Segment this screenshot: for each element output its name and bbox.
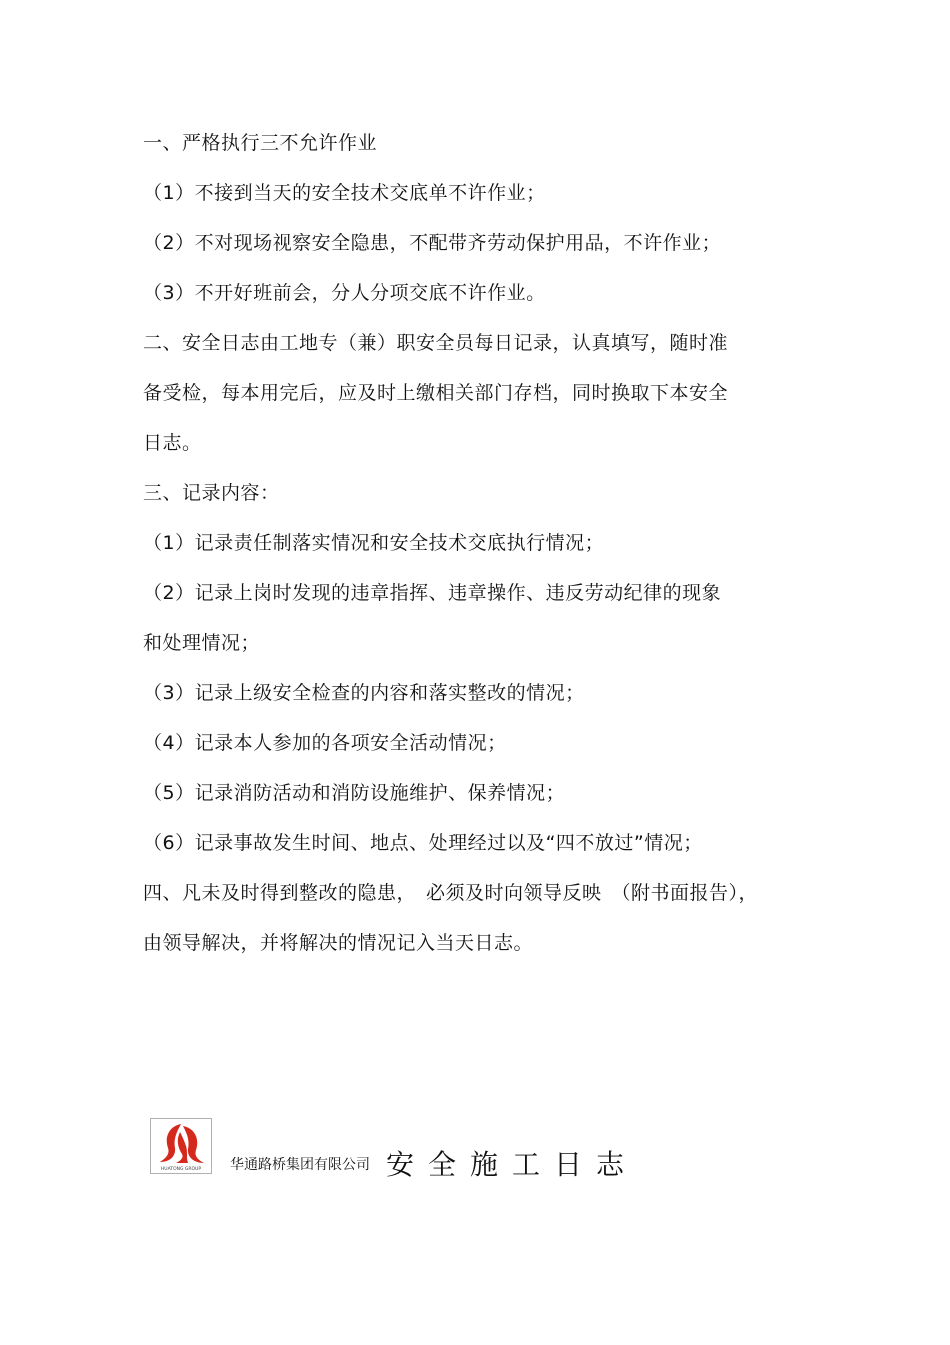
section-3-item-2-line-2: 和处理情况； bbox=[143, 632, 261, 654]
section-3-item-1: （1）记录责任制落实情况和安全技术交底执行情况； bbox=[143, 532, 605, 554]
footer bbox=[150, 1118, 750, 1181]
section-4-line-2: 由领导解决，并将解决的情况记入当天日志。 bbox=[143, 932, 534, 954]
document-title: 安全施工日志 bbox=[386, 1148, 639, 1181]
section-2-line-3: 日志。 bbox=[143, 432, 202, 454]
section-1-item-2: （2）不对现场视察安全隐患，不配带齐劳动保护用品，不许作业； bbox=[143, 232, 722, 254]
section-2-line-1: 二、安全日志由工地专（兼）职安全员每日记录，认真填写，随时准 bbox=[143, 332, 729, 354]
section-3-item-3: （3）记录上级安全检查的内容和落实整改的情况； bbox=[143, 682, 585, 704]
company-name: 华通路桥集团有限公司 bbox=[230, 1157, 370, 1173]
section-3-item-2-line-1: （2）记录上岗时发现的违章指挥、违章操作、违反劳动纪律的现象 bbox=[143, 582, 722, 604]
section-3-heading: 三、记录内容： bbox=[143, 482, 280, 504]
section-3-item-5: （5）记录消防活动和消防设施维护、保养情况； bbox=[143, 782, 566, 804]
section-1-item-3: （3）不开好班前会，分人分项交底不许作业。 bbox=[143, 282, 546, 304]
company-logo bbox=[150, 1118, 212, 1174]
section-1-heading: 一、严格执行三不允许作业 bbox=[143, 132, 378, 154]
section-1-item-1: （1）不接到当天的安全技术交底单不许作业； bbox=[143, 182, 546, 204]
section-2-line-2: 备受检，每本用完后，应及时上缴相关部门存档，同时换取下本安全 bbox=[143, 382, 729, 404]
logo-text: HUATONG GROUP bbox=[160, 1167, 202, 1172]
section-4-line-1: 四、凡未及时得到整改的隐患， 必须及时向领导反映 （附书面报告）， bbox=[143, 882, 759, 904]
section-3-item-4: （4）记录本人参加的各项安全活动情况； bbox=[143, 732, 507, 754]
section-3-item-6: （6）记录事故发生时间、地点、处理经过以及“四不放过”情况； bbox=[143, 832, 703, 854]
